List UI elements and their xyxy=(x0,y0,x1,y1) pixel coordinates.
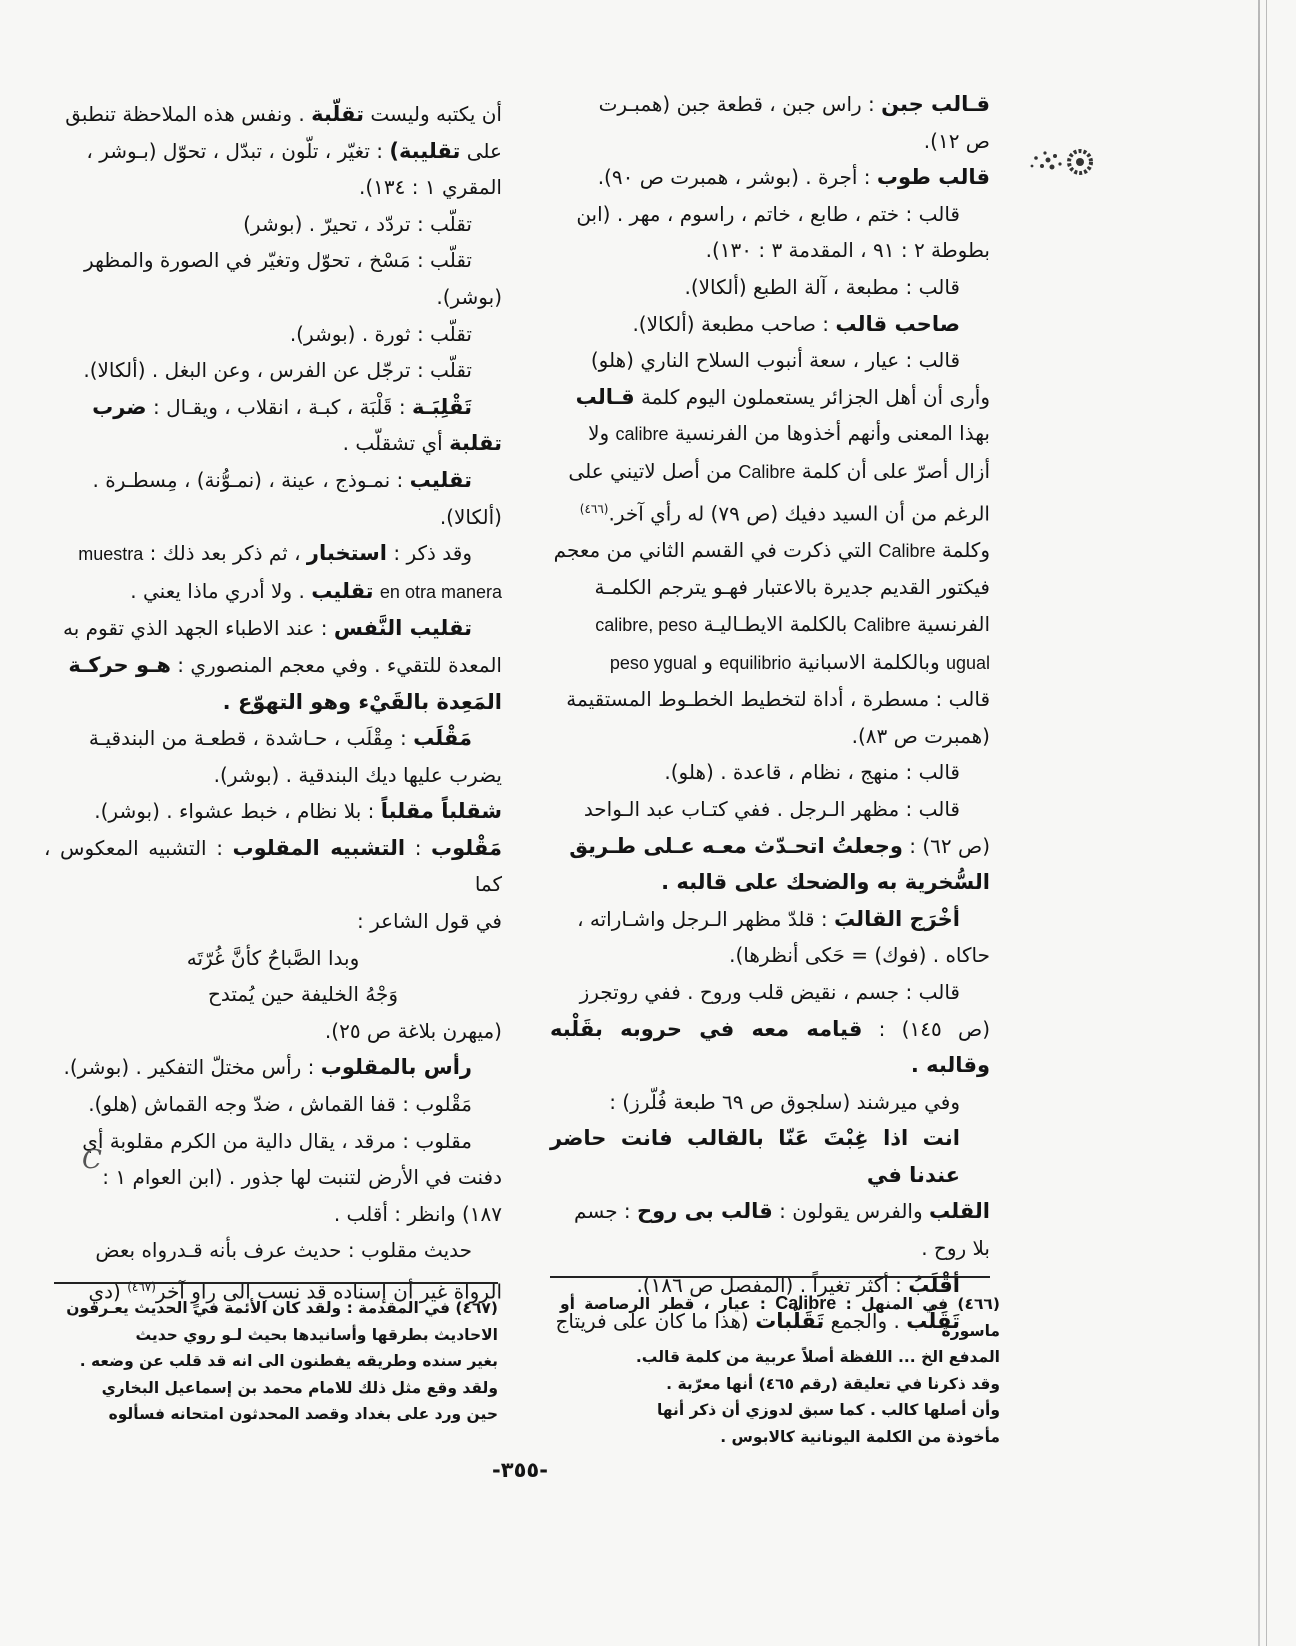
entry-line xyxy=(550,379,990,416)
line-text: : رأس مختلّ التفكير . (بوشر). xyxy=(63,1055,321,1080)
entry-line xyxy=(44,1123,502,1160)
line-text: : xyxy=(405,835,432,860)
entry-line xyxy=(44,684,502,721)
entry-line xyxy=(550,123,990,160)
entry-line xyxy=(550,828,990,865)
entry-line xyxy=(44,389,502,426)
line-text: (٤٦٦) في المنهل : xyxy=(836,1295,1000,1313)
latin-term: Calibre xyxy=(878,540,936,561)
entry-line xyxy=(44,830,502,903)
entry-line xyxy=(550,718,990,755)
headword: تقليب xyxy=(409,467,472,492)
latin-term: muestra xyxy=(78,544,144,565)
line-text: الرغم من أن السيد دفيك (ص ٧٩) له رأي آخر. xyxy=(608,501,990,526)
headword: استخبار xyxy=(306,541,387,566)
line-text: انت اذا غِبْتَ عَنّا بالقالب فانت حاضر عندنا في xyxy=(550,1126,960,1187)
line-text: قالب : ختم ، طابع ، خاتم ، راسوم ، مهر . (ابن xyxy=(576,201,960,226)
headword: تقلبة xyxy=(449,431,502,456)
line-text: السُّخرية به والضحك على قالبه . xyxy=(661,870,990,895)
entry-line xyxy=(550,754,990,791)
line-text: : التشبيه المعكوس ، كما xyxy=(44,835,502,897)
line-text: وبالكلمة الاسبانية xyxy=(791,649,946,674)
line-text: دفنت في الأرض لتنبت لها جذور . (ابن العوام ١ : xyxy=(102,1165,502,1190)
entry-line xyxy=(44,1196,502,1233)
line-text: : قلدّ مظهر الـرجل واشـاراته ، xyxy=(577,906,834,931)
line-text: (ألكالا). xyxy=(439,504,502,529)
line-text: قالب : منهج ، نظام ، قاعدة . (هلو). xyxy=(664,760,960,785)
entry-line xyxy=(44,352,502,389)
footnote-line xyxy=(54,1295,498,1322)
line-text: الرواة غير أن إسناده قد نسب الى راوٍ آخر xyxy=(155,1279,502,1304)
handwritten-mark: C xyxy=(82,1145,102,1175)
line-text: : عيار ، قطر الرصاصة أو ماسورة xyxy=(560,1295,1000,1340)
line-text: (ص ١٤٥) : xyxy=(862,1016,991,1041)
footnote-line xyxy=(560,1397,1000,1424)
headword: رأس بالمقلوب xyxy=(320,1055,472,1080)
entry-line xyxy=(550,644,990,682)
entry-line xyxy=(44,462,502,499)
line-text: والفرس يقولون : xyxy=(772,1199,929,1224)
line-text: قالب : عيار ، سعة أنبوب السلاح الناري (هلو) xyxy=(590,348,960,373)
headword: تَقْلِبَـة xyxy=(411,394,472,419)
line-text: قالب : مطبعة ، آلة الطبع (ألكالا). xyxy=(684,274,960,299)
latin-term: peso ygual xyxy=(609,652,697,673)
entry-line xyxy=(44,573,502,611)
entry-line xyxy=(44,1159,502,1196)
headword: قيامه معه في حروبه بقَلْبه وقالبه . xyxy=(550,1016,990,1078)
entry-line xyxy=(44,169,502,206)
line-text: (ميهرن بلاغة ص ٢٥). xyxy=(324,1018,502,1043)
line-text: فيكتور القديم جديرة بالاعتبار فهـو يترجم الكلمـة xyxy=(594,575,990,600)
line-text: تقلّب : ترجّل عن الفرس ، وعن البغل . (ألكالا). xyxy=(83,358,472,383)
entry-line xyxy=(44,133,502,170)
headword: مَقْلوب xyxy=(431,835,502,860)
latin-term: equilibrio xyxy=(719,652,792,673)
headword: التشبيه المقلوب xyxy=(232,835,406,860)
entry-line xyxy=(44,793,502,830)
headword: صاحب قالب xyxy=(835,311,960,336)
footnote-line xyxy=(560,1344,1000,1371)
entry-line xyxy=(44,535,502,573)
entry-line xyxy=(44,242,502,279)
line-text: تقلّب : مَسْخ ، تحوّل وتغيّر في الصورة والمظهر xyxy=(84,248,472,273)
entry-line xyxy=(44,647,502,684)
line-text: بغير سنده وطريقه يفطنون الى انه قد قلب عن وضعه . xyxy=(79,1352,498,1370)
line-text: . والجمع xyxy=(824,1309,907,1334)
line-text: : صاحب مطبعة (ألكالا). xyxy=(632,311,836,336)
page-binding-edge xyxy=(1258,0,1260,1646)
latin-term: Calibre xyxy=(853,614,911,635)
entry-line xyxy=(44,976,502,1013)
headword: قـالب جبن xyxy=(881,92,990,116)
line-text: وقد ذكرنا في تعليقة (رقم ٤٦٥) أنها معرّبة . xyxy=(666,1374,1000,1393)
line-text: (بوشر). xyxy=(436,284,502,309)
left-column xyxy=(44,96,502,1310)
entry-line xyxy=(550,791,990,828)
entry-line xyxy=(550,306,990,343)
line-text: الاحاديث بطرقها وأسانيدها بحيث لـو روي حديث xyxy=(135,1325,498,1344)
line-text: المعدة للتقيء . وفي معجم المنصوري : xyxy=(170,652,502,677)
line-text: وفي ميرشند (سلجوق ص ٦٩ طبعة فُلّرز) : xyxy=(609,1089,960,1114)
line-text: التي ذكرت في القسم الثاني من معجم xyxy=(553,537,879,562)
line-text: تقلّب : تردّد ، تحيرّ . (بوشر) xyxy=(243,211,472,236)
headword: تقليب xyxy=(311,578,374,603)
line-text: (ص ٦٢) : xyxy=(902,833,990,858)
line-text: حين ورد على بغداد وقصد المحدثون امتحانه فسألوه xyxy=(108,1405,498,1423)
entry-line xyxy=(44,206,502,243)
right-column xyxy=(550,86,990,1340)
line-text: مقلوب : مرقد ، يقال دالية من الكرم مقلوبة أي xyxy=(82,1128,472,1153)
latin-term: Calibre xyxy=(775,1293,837,1313)
line-text: حديث مقلوب : حديث عرف بأنه قـدرواه بعض xyxy=(95,1238,472,1263)
line-text: : قَلْبَة ، كبـة ، انقلاب ، ويقـال : xyxy=(146,394,412,419)
line-text: المَعِدة بالقَيْء وهو التهوّع . xyxy=(222,689,502,714)
footnote-reference: (٤٦٧) xyxy=(127,1280,156,1294)
line-text: أزال أصرّ على أن كلمة xyxy=(795,458,990,483)
line-text: بلا روح . xyxy=(921,1236,990,1261)
line-text: : أجرة . (بوشر ، همبرت ص ٩٠). xyxy=(597,165,877,190)
entry-line xyxy=(44,1232,502,1269)
entry-line xyxy=(550,1011,990,1084)
line-text: (هذا ما كان على فريتاج xyxy=(555,1309,756,1334)
entry-line xyxy=(44,96,502,133)
entry-line xyxy=(44,425,502,462)
headword: قالب طوب xyxy=(876,165,990,190)
entry-line xyxy=(44,499,502,536)
headword: تَقَلّب xyxy=(906,1309,960,1334)
line-text: من أصل لاتيني على xyxy=(568,458,739,483)
line-text: ص ١٢). xyxy=(923,128,990,153)
line-text: حاكاه . (فوك) = حَكى أنظرها). xyxy=(729,943,990,968)
line-text: على xyxy=(460,138,502,163)
entry-line xyxy=(550,1084,990,1121)
line-text: مأخوذة من الكلمة اليونانية كالابوس . xyxy=(720,1427,1000,1446)
line-text: أي تشقلّب . xyxy=(342,431,450,456)
entry-line xyxy=(550,196,990,233)
entry-line xyxy=(550,937,990,974)
line-text: (همبرت ص ٨٣). xyxy=(851,723,990,748)
entry-line xyxy=(550,86,990,123)
line-text: : راس جبن ، قطعة جبن (همبـرت xyxy=(598,92,882,116)
line-text: و xyxy=(696,649,720,674)
line-text: ولا xyxy=(588,421,616,446)
footnote-rule-right xyxy=(550,1276,990,1278)
line-text: : بلا نظام ، خبط عشواء . (بوشر). xyxy=(94,799,381,824)
entry-line xyxy=(550,901,990,938)
headword: تَقَلّبات xyxy=(755,1309,825,1334)
entry-line xyxy=(44,610,502,647)
line-text: ، ثم ذكر بعد ذلك : xyxy=(143,541,307,566)
line-text: (٤٦٧) في المقدمة : ولقد كان الأئمة في الحديث يعـرفون xyxy=(66,1299,498,1317)
entry-line xyxy=(550,1193,990,1230)
entry-line xyxy=(550,569,990,606)
line-text: : مِقْلَب ، حـاشدة ، قطعـة من البندقيـة xyxy=(88,726,414,751)
footnote-line xyxy=(54,1348,498,1375)
headword: تقلّبة xyxy=(311,102,364,126)
line-text: . ونفس هذه الملاحظة تنطبق xyxy=(65,102,312,126)
line-text: وأرى أن أهل الجزائر يستعملون اليوم كلمة xyxy=(634,384,990,409)
entry-line xyxy=(44,903,502,940)
line-text: بهذا المعنى وأنهم أخذوها من الفرنسية xyxy=(668,421,990,446)
entry-line xyxy=(44,1013,502,1050)
line-text: يضرب عليها ديك البندقية . (بوشر). xyxy=(213,762,502,787)
line-text: : عند الاطباء الجهد الذي تقوم به xyxy=(62,616,334,641)
decorative-ornament-icon xyxy=(1018,142,1098,182)
footnote-line xyxy=(560,1290,1000,1344)
entry-line xyxy=(550,606,990,644)
line-text: بالكلمة الايطـاليـة xyxy=(697,611,854,636)
line-text: وَجْهُ الخليفة حين يُمتدح xyxy=(207,982,399,1007)
latin-term: ugual xyxy=(945,652,990,673)
entry-line xyxy=(550,1120,990,1193)
entry-line xyxy=(44,1086,502,1123)
headword: ضرب xyxy=(92,394,147,419)
footnote-line xyxy=(54,1322,498,1349)
latin-term: en otra manera xyxy=(379,581,502,602)
entry-line xyxy=(550,532,990,570)
latin-term: calibre, peso xyxy=(595,614,698,635)
entry-line xyxy=(550,864,990,901)
line-text: تقلّب : ثورة . (بوشر). xyxy=(289,321,472,346)
entry-line xyxy=(44,316,502,353)
line-text: المقري ١ : ١٣٤). xyxy=(359,175,502,200)
headword: وجعلتُ اتحـدّث معـه عـلى طـريق xyxy=(569,833,903,858)
line-text: المدفع الخ ... اللفظة أصلاً عربية من كلمة قالب. xyxy=(635,1348,1000,1366)
entry-line xyxy=(550,269,990,306)
line-text: وأن أصلها كالب . كما سبق لدوزي أن ذكر أنها xyxy=(656,1401,1000,1419)
line-text: قالب : جسم ، نقيض قلب وروح . ففي روتجرز xyxy=(579,979,960,1004)
entry-line xyxy=(44,940,502,977)
headword: قـالب xyxy=(575,384,635,409)
line-text: في قول الشاعر : xyxy=(356,909,502,934)
entry-line xyxy=(550,159,990,196)
page-binding-edge-secondary xyxy=(1266,0,1267,1646)
headword: أقْلَبُ xyxy=(908,1272,960,1297)
footnote-rule-left xyxy=(54,1282,498,1284)
entry-line xyxy=(44,757,502,794)
entry-line xyxy=(550,681,990,718)
line-text: وبدا الصَّباحُ كأنَّ غُرّتَه xyxy=(186,945,360,970)
entry-line xyxy=(550,491,990,532)
headword: قالب بى روح xyxy=(637,1199,773,1224)
headword: تقليبة) xyxy=(389,138,461,163)
headword: أخْرَج القالبَ xyxy=(833,906,960,931)
headword: شقلباً مقلباً xyxy=(380,799,502,824)
line-text: أن يكتبه وليست xyxy=(364,102,502,126)
entry-line xyxy=(550,453,990,491)
line-text: قالب : مسطرة ، أداة لتخطيط الخطـوط المستقيمة xyxy=(566,687,990,712)
footnote-line xyxy=(54,1375,498,1402)
footnote-reference: (٤٦٦) xyxy=(579,501,609,516)
line-text: : أكثر تغيراً . (المفصل ص ١٨٦). xyxy=(636,1272,909,1297)
line-text: بطوطة ٢ : ٩١ ، المقدمة ٣ : ١٣٠). xyxy=(705,238,990,263)
line-text: : تغيّر ، تلّون ، تبدّل ، تحوّل (بـوشر ، xyxy=(86,138,390,163)
footnote-left xyxy=(54,1295,498,1428)
latin-term: calibre xyxy=(615,424,669,445)
line-text: مَقْلوب : قفا القماش ، ضدّ وجه القماش (هلو). xyxy=(88,1092,472,1117)
footnote-line xyxy=(54,1401,498,1428)
headword: مَقْلَب xyxy=(413,726,472,751)
entry-line xyxy=(550,415,990,453)
entry-line xyxy=(550,974,990,1011)
footnote-line xyxy=(560,1371,1000,1398)
line-text: . ولا أدري ماذا يعني . xyxy=(130,578,312,603)
line-text: الفرنسية xyxy=(910,611,990,636)
entry-line xyxy=(44,720,502,757)
line-text: وكلمة xyxy=(935,537,990,562)
latin-term: Calibre xyxy=(738,461,796,482)
line-text: (دي xyxy=(88,1279,128,1304)
line-text: ١٨٧) وانظر : أقلب . xyxy=(333,1201,502,1226)
entry-line xyxy=(44,1049,502,1086)
entry-line xyxy=(550,232,990,269)
entry-line xyxy=(550,342,990,379)
headword: تقليب النَّفس xyxy=(333,616,472,641)
line-text: وقد ذكر : xyxy=(387,541,472,566)
page-number: -٣٥٥- xyxy=(492,1458,548,1482)
line-text: ولقد وقع مثل ذلك للامام محمد بن إسماعيل البخاري xyxy=(101,1378,498,1397)
line-text: : نمـوذج ، عينة ، (نمـوُّنة) ، مِسطـرة . xyxy=(92,467,410,492)
footnote-right xyxy=(560,1290,1000,1450)
footnote-line xyxy=(560,1424,1000,1451)
entry-line xyxy=(44,279,502,316)
line-text: : جسم xyxy=(574,1199,638,1224)
entry-line xyxy=(550,1230,990,1267)
line-text: قالب : مظهر الـرجل . ففي كتـاب عبد الـواحد xyxy=(583,796,960,821)
headword: القلب xyxy=(928,1199,990,1224)
headword: هـو حركـة xyxy=(68,652,171,677)
